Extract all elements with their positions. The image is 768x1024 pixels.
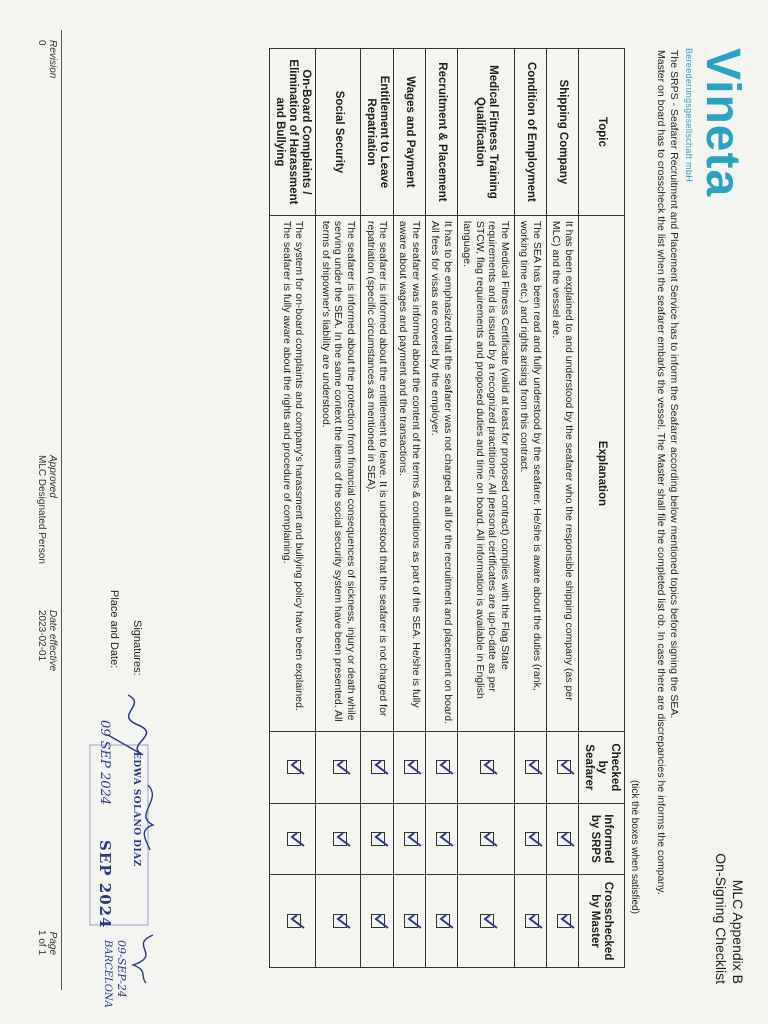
check-cell-srps xyxy=(547,803,579,875)
checkbox-seafarer[interactable] xyxy=(436,760,450,774)
check-cell-srps xyxy=(394,803,426,875)
footer-date-label: Date effective xyxy=(47,610,58,672)
check-cell-master xyxy=(547,875,579,968)
checkbox-master[interactable] xyxy=(404,914,418,928)
check-cell-seafarer xyxy=(361,732,394,804)
footer-revision-label: Revision xyxy=(47,40,58,79)
table-row xyxy=(458,49,515,968)
check-cell-master xyxy=(361,875,394,968)
row-topic: On-Board Complaints / Elimination of Harassment and Bullying xyxy=(270,49,316,216)
place-date-label: Place and Date: xyxy=(108,590,120,669)
check-cell-seafarer xyxy=(270,732,316,804)
checkbox-srps[interactable] xyxy=(557,832,571,846)
checkbox-srps[interactable] xyxy=(372,832,386,846)
checkbox-master[interactable] xyxy=(372,914,386,928)
checkbox-master[interactable] xyxy=(557,914,571,928)
row-topic: Shipping Company xyxy=(547,49,579,216)
footer-revision-value: 0 xyxy=(36,40,47,46)
check-cell-srps xyxy=(458,803,515,875)
check-cell-srps xyxy=(515,803,547,875)
row-topic: Medical Fitness Training Qualification xyxy=(458,49,515,216)
checkbox-srps[interactable] xyxy=(404,832,418,846)
table-row xyxy=(316,49,361,968)
table-row xyxy=(361,49,394,968)
checkbox-master[interactable] xyxy=(333,914,347,928)
checkbox-seafarer[interactable] xyxy=(288,760,302,774)
header-informed-by-srps: Informed by SRPS xyxy=(579,803,625,875)
check-cell-srps xyxy=(316,803,361,875)
brand-subtitle: Bereederungsgesellschaft mbH xyxy=(684,48,694,182)
document-title xyxy=(712,853,746,984)
check-cell-master xyxy=(316,875,361,968)
table-row xyxy=(270,49,316,968)
footer-date-value: 2023-02-01 xyxy=(36,610,47,662)
footer-approved xyxy=(36,455,58,564)
checkbox-master[interactable] xyxy=(436,914,450,928)
row-topic: Social Security xyxy=(316,49,361,216)
intro-text xyxy=(654,50,680,1000)
srps-stamp-name: EDWA SOLANO DIAZ xyxy=(131,752,141,867)
checklist-table xyxy=(270,48,626,968)
checkbox-seafarer[interactable] xyxy=(525,760,539,774)
check-cell-seafarer xyxy=(394,732,426,804)
table-header-row xyxy=(579,49,625,968)
row-explanation: The seafarer is informed about the protection from financial consequences of sickness, injury or death while serving under the SEA. In the same context the items of the social security system have been presented. All terms of shipowner's liability are understood. xyxy=(316,215,361,731)
seafarer-place-date: 09 SEP 2024 xyxy=(97,720,112,806)
company-logo xyxy=(678,48,768,348)
document-title-line1: MLC Appendix B xyxy=(730,879,746,984)
row-explanation: The Medical Fitness Certificate (valid at least for proposed contract) complies with the Flag State requirements and is issued by a recognized practitioner. All personal certificates are up-to-date as per STCW, flag requirements and proposed duties and time on board. All information is available in English language. xyxy=(458,215,515,731)
tick-note: (tick the boxes when satisfied) xyxy=(629,780,640,914)
check-cell-srps xyxy=(361,803,394,875)
footer-date-effective xyxy=(36,610,58,671)
checkbox-seafarer[interactable] xyxy=(557,760,571,774)
row-explanation: The seafarer was informed about the content of the terms & conditions as part of the SEA. He/she is fully aware about wages and payment and the transactions. xyxy=(394,215,426,731)
check-cell-seafarer xyxy=(426,732,458,804)
checkbox-master[interactable] xyxy=(525,914,539,928)
check-cell-master xyxy=(458,875,515,968)
master-place: BARCELONA xyxy=(102,940,113,1008)
header-crosschecked-by-master: Crosschecked by Master xyxy=(579,875,625,968)
srps-stamp-date: SEP 2024 xyxy=(96,840,114,929)
check-cell-seafarer xyxy=(316,732,361,804)
checkbox-srps[interactable] xyxy=(333,832,347,846)
check-cell-srps xyxy=(270,803,316,875)
check-cell-master xyxy=(515,875,547,968)
footer-page-value: 1 of 1 xyxy=(36,930,47,956)
check-cell-master xyxy=(426,875,458,968)
footer-page-label: Page xyxy=(47,931,58,956)
row-explanation: The system for on-board complaints and company's harassment and bullying policy have been explained. The seafarer is fully aware about the rights and procedure of complaining. xyxy=(270,215,316,731)
checkbox-srps[interactable] xyxy=(525,832,539,846)
checkbox-srps[interactable] xyxy=(481,832,495,846)
checkbox-seafarer[interactable] xyxy=(372,760,386,774)
row-topic: Entitlement to Leave Repatriation xyxy=(361,49,394,216)
check-cell-seafarer xyxy=(547,732,579,804)
checkbox-seafarer[interactable] xyxy=(481,760,495,774)
checkbox-srps[interactable] xyxy=(436,832,450,846)
check-cell-seafarer xyxy=(458,732,515,804)
checkbox-seafarer[interactable] xyxy=(404,760,418,774)
table-row xyxy=(394,49,426,968)
table-row xyxy=(515,49,547,968)
row-explanation: The SEA has been read and fully understood by the seafarer. He/she is aware about the duties (rank, working time etc.) and rights arising from this contract. xyxy=(515,215,547,731)
check-cell-srps xyxy=(426,803,458,875)
master-place-date: 09-SEP-24 xyxy=(115,940,128,998)
header-explanation: Explanation xyxy=(579,215,625,731)
checkbox-master[interactable] xyxy=(288,914,302,928)
row-explanation: The seafarer is informed about the entitlement to leave. It is understood that the seafarer is not charged for repatriation (specific circumstances as mentioned in SEA). xyxy=(361,215,394,731)
table-row xyxy=(547,49,579,968)
row-topic: Condition of Employment xyxy=(515,49,547,216)
check-cell-master xyxy=(394,875,426,968)
table-row xyxy=(426,49,458,968)
row-topic: Recruitment & Placement xyxy=(426,49,458,216)
row-topic: Wages and Payment xyxy=(394,49,426,216)
footer-page xyxy=(36,930,58,955)
check-cell-master xyxy=(270,875,316,968)
checkbox-srps[interactable] xyxy=(288,832,302,846)
row-explanation: It has to be emphasized that the seafarer was not charged at all for the recruitment and placement on board. All fees for visas are covered by the employer. xyxy=(426,215,458,731)
intro-line2: Master on board has to crosscheck the list when the seafarer embarks the vessel. The Master shall file the completed list ob. In case there are discrepancies he informs the company. xyxy=(655,50,667,895)
footer-approved-value: MLC Designated Person xyxy=(36,455,47,564)
footer-divider xyxy=(61,30,62,990)
document-title-line2: On-Signing Checklist xyxy=(713,853,729,984)
signatures-label: Signatures: xyxy=(131,620,143,676)
check-cell-seafarer xyxy=(515,732,547,804)
footer-revision xyxy=(36,40,58,78)
header-checked-by-seafarer: Checked by Seafarer xyxy=(579,732,625,804)
brand-name: Vineta xyxy=(696,48,749,198)
footer-approved-label: Approved xyxy=(47,455,58,498)
intro-line1: The SRPS - Seafarer Recruitment and Placement Service has to inform the Seafarer according below mentioned topics before signing the SEA. xyxy=(668,50,680,719)
checkbox-master[interactable] xyxy=(481,914,495,928)
row-explanation: It has been explained to and understood by the seafarer who the responsible shipping company (as per MLC) and the vessel are. xyxy=(547,215,579,731)
checkbox-seafarer[interactable] xyxy=(333,760,347,774)
header-topic: Topic xyxy=(579,49,625,216)
